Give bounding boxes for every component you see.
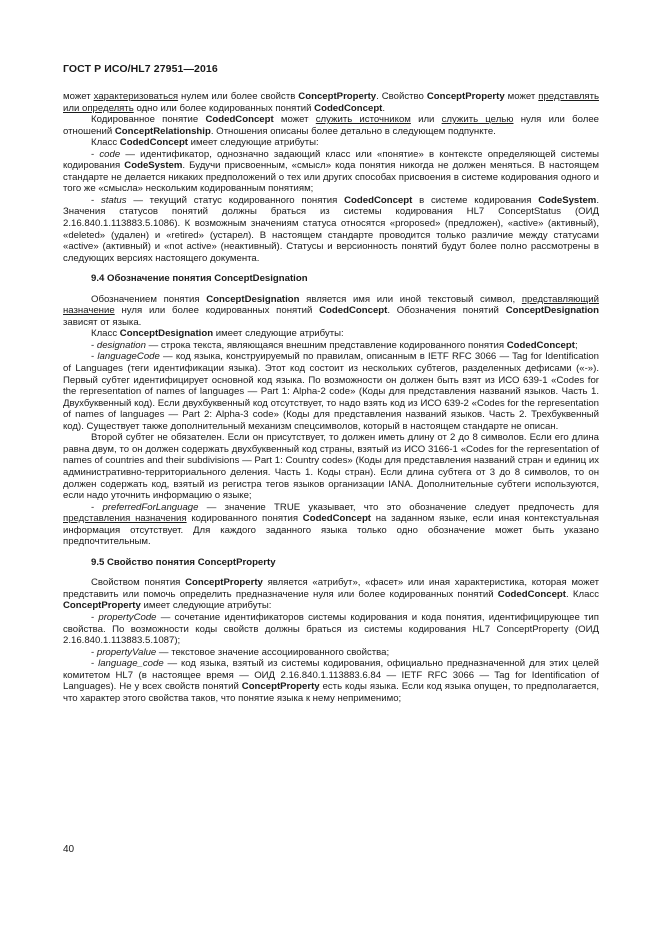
text-run: — идентификатор, однозначно задающий класс или «понятие» в контексте определяющей системы кодирования xyxy=(63,148,599,172)
text-run: — сочетание идентификаторов системы кодирования и кода понятия, идентифицирующее тип свойства. По возможности коды свойств должны браться из системы кодирования HL7 ConceptProperty (ОИД 2.16.840.1.113883.5.1087); xyxy=(63,611,599,647)
attribute-item xyxy=(63,612,599,647)
text-run: . Свойство xyxy=(376,91,427,102)
text-run: . xyxy=(382,102,386,114)
text-run: может xyxy=(63,91,94,102)
text-run: на заданном языке, если иная контекстуальная информация отсутствует. Для каждого заданного языка только одно обозначение может быть указано предпочтительным. xyxy=(63,513,600,548)
underlined-phrase: характеризоваться xyxy=(93,91,179,102)
attribute-name: language_code xyxy=(98,658,164,670)
bold-term: ConceptProperty xyxy=(426,91,505,102)
text-run: - xyxy=(91,646,97,658)
text-run: . Значения статусов понятий должны браться из системы кодирования HL7 ConceptStatus (ОИД 2.16.840.1.113883.5.1086). К возможным значениям статуса относятся «proposed» (предложен), «active» (активный), «deleted» (удален) и «retired» (устарел). В настоящем стандарте проводится только различие между статусами «active» (активный) и «not active» (неактивный). Статусы и версионность понятий будут более полно рассмотрены в следующих версиях настоящего документа. xyxy=(63,194,599,264)
text-run: — код языка, конструируемый по правилам, описанным в IETF RFC 3066 — Tag for Identification of Languages (теги идентификации языка). Этот код состоит из нескольких субтегов, разделенных дефисами («-»). Первый субтег идентифицирует основной код языка. По возможности он должен быть взят из ИСО 639-1 «Codes for the representation of names of languages — Part 1: Alpha-2 code» (Коды для представления названий языков. Часть 1. Двухбуквенный код). Если двухбуквенный код отсутствует, то надо взять код из ИСО 639-2 «Codes for the representation of names of languages — Part 2: Alpha-3 code» (Коды для представления названий языков. Часть 2. Трехбуквенный код). Существует также дополнительный механизм спецсимволов, который в настоящем стандарте не описан. xyxy=(63,351,599,432)
text-run: . Будучи присвоенным, «смысл» кода понятия никогда не должен меняться. В настоящем стандарте не делается никаких предположений о тех или других способах присвоения в системе кодирования одного и того же «смысла» нескольким кодированным понятиям; xyxy=(63,160,599,195)
bold-term: CodedConcept xyxy=(344,194,413,206)
text-run: — текущий статус кодированного понятия xyxy=(126,194,345,206)
bold-term: CodedConcept xyxy=(497,588,566,600)
attribute-name: propertyCode xyxy=(98,611,157,623)
attribute-name: designation xyxy=(96,339,146,351)
underlined-phrase: представления назначения xyxy=(63,513,187,525)
attribute-item xyxy=(63,351,599,432)
body-paragraph xyxy=(63,328,599,340)
attribute-name: propertyValue xyxy=(96,646,157,658)
text-run: зависят от языка. xyxy=(63,316,142,328)
text-run: — текстовое значение ассоциированного свойства; xyxy=(156,646,390,658)
text-run: - xyxy=(91,351,98,363)
underlined-phrase: служить источником xyxy=(315,114,411,126)
text-run: является «атрибут», «фасет» или иная характеристика, которая может представить или помочь определить предназначение нуля или более кодированных понятий xyxy=(63,577,599,600)
text-run: нуля или более отношений xyxy=(63,114,599,137)
attribute-item xyxy=(63,149,599,195)
text-run: Второй субтег не обязателен. Если он присутствует, то должен иметь длину от 2 до 8 символов. Если его длина равна двум, то он должен содержать двухбуквенный код страны, взятый из ИСО 3166-1 «Codes for the representation of names of countries and their subdivisions — Part 1: Country codes» (Коды для представления названий стран и единиц их административно-территориального деления. Часть 1. Коды стран). Если длина субтега от 3 до 8 символов, то он должен содержать код, взятый из регистра тегов языков организации IANA. Дополнительные субтеги используются, если надо уточнить информацию о языке; xyxy=(63,432,599,502)
underlined-phrase: представляющий назначение xyxy=(63,293,599,317)
text-run: одно или более кодированных понятий xyxy=(133,102,315,114)
attribute-item xyxy=(63,647,599,659)
text-run: кодированного понятия xyxy=(186,513,303,525)
bold-term: ConceptDesignation xyxy=(206,293,300,305)
bold-term: ConceptProperty xyxy=(241,681,320,693)
document-body xyxy=(63,91,599,704)
text-run: — строка текста, являющаяся внешним представление кодированного понятия xyxy=(145,339,507,351)
text-run: имеет следующие атрибуты: xyxy=(140,600,272,612)
text-run: может xyxy=(504,91,539,102)
body-paragraph xyxy=(63,91,599,114)
bold-term: ConceptRelationship xyxy=(114,125,211,137)
text-run: Обозначением понятия xyxy=(91,293,207,305)
text-run: имеет следующие атрибуты: xyxy=(213,328,344,340)
attribute-name: code xyxy=(99,148,121,160)
bold-term: CodedConcept xyxy=(506,339,575,351)
text-run: есть коды языка. Если код языка опущен, то предполагается, что характер этого свойства таков, что понятие языка к нему неприменимо; xyxy=(63,681,599,704)
text-run: - xyxy=(91,194,101,206)
text-run: . Обозначения понятий xyxy=(387,305,506,317)
text-run: - xyxy=(91,501,103,513)
text-run: . Класс xyxy=(566,588,599,600)
attribute-item xyxy=(63,195,599,264)
text-run: — значение TRUE указывает, что это обозначение следует предпочесть для xyxy=(198,501,599,513)
section-heading: 9.4 Обозначение понятия ConceptDesignation xyxy=(91,273,308,285)
text-run: - xyxy=(91,611,99,623)
bold-term: CodedConcept xyxy=(314,102,383,114)
attribute-item xyxy=(63,502,599,548)
body-paragraph xyxy=(63,577,599,612)
bold-term: CodeSystem xyxy=(538,194,597,206)
text-run: ; xyxy=(574,339,578,351)
text-run: в системе кодирования xyxy=(412,194,539,206)
bold-term: ConceptProperty xyxy=(185,577,263,589)
bold-term: CodedConcept xyxy=(302,513,372,525)
text-run: - xyxy=(91,148,100,160)
section-heading: 9.5 Свойство понятия ConceptProperty xyxy=(91,556,276,568)
text-run: Кодированное понятие xyxy=(91,114,206,126)
attribute-name: status xyxy=(100,194,127,206)
bold-term: CodeSystem xyxy=(124,160,183,172)
text-run: Свойством понятия xyxy=(91,577,186,589)
bold-term: ConceptDesignation xyxy=(119,328,214,340)
body-paragraph xyxy=(63,294,599,329)
text-run: или xyxy=(410,114,442,126)
text-run: может xyxy=(273,114,316,126)
text-run: Класс xyxy=(91,137,120,149)
text-run: - xyxy=(91,658,99,670)
bold-term: CodedConcept xyxy=(205,114,274,126)
text-run: нуля или более кодированных понятий xyxy=(114,305,320,317)
text-run: - xyxy=(91,339,97,351)
text-run: является имя или иной текстовый символ, xyxy=(299,293,522,305)
text-run: — код языка, взятый из системы кодирования, официально предназначенной для этих целей комитетом HL7 (в настоящее время — ОИД 2.16.840.1.113883.6.84 — IETF RFC 3066 — Tag for Identification of Languages). Не у всех свойств понятий xyxy=(63,658,599,693)
body-paragraph xyxy=(63,137,599,149)
body-paragraph xyxy=(63,432,599,501)
text-run: нулем или более свойств xyxy=(178,91,299,102)
text-run: . Отношения описаны более детально в следующем подпункте. xyxy=(210,125,496,137)
underlined-phrase: служить целью xyxy=(441,114,514,126)
bold-term: ConceptProperty xyxy=(63,600,141,612)
bold-term: CodedConcept xyxy=(319,305,388,317)
bold-term: ConceptDesignation xyxy=(505,305,599,317)
attribute-name: languageCode xyxy=(97,351,160,363)
attribute-item xyxy=(63,658,599,704)
attribute-name: preferredForLanguage xyxy=(102,501,199,513)
text-run: Класс xyxy=(91,328,120,340)
bold-term: ConceptProperty xyxy=(298,91,377,102)
page-number: 40 xyxy=(63,844,75,855)
bold-term: CodedConcept xyxy=(119,137,189,149)
attribute-item xyxy=(63,340,599,352)
underlined-phrase: представлять или определять xyxy=(63,91,600,114)
body-paragraph xyxy=(63,114,599,137)
page-header-title: ГОСТ Р ИСО/HL7 27951—2016 xyxy=(63,63,218,75)
text-run: имеет следующие атрибуты: xyxy=(188,137,319,149)
